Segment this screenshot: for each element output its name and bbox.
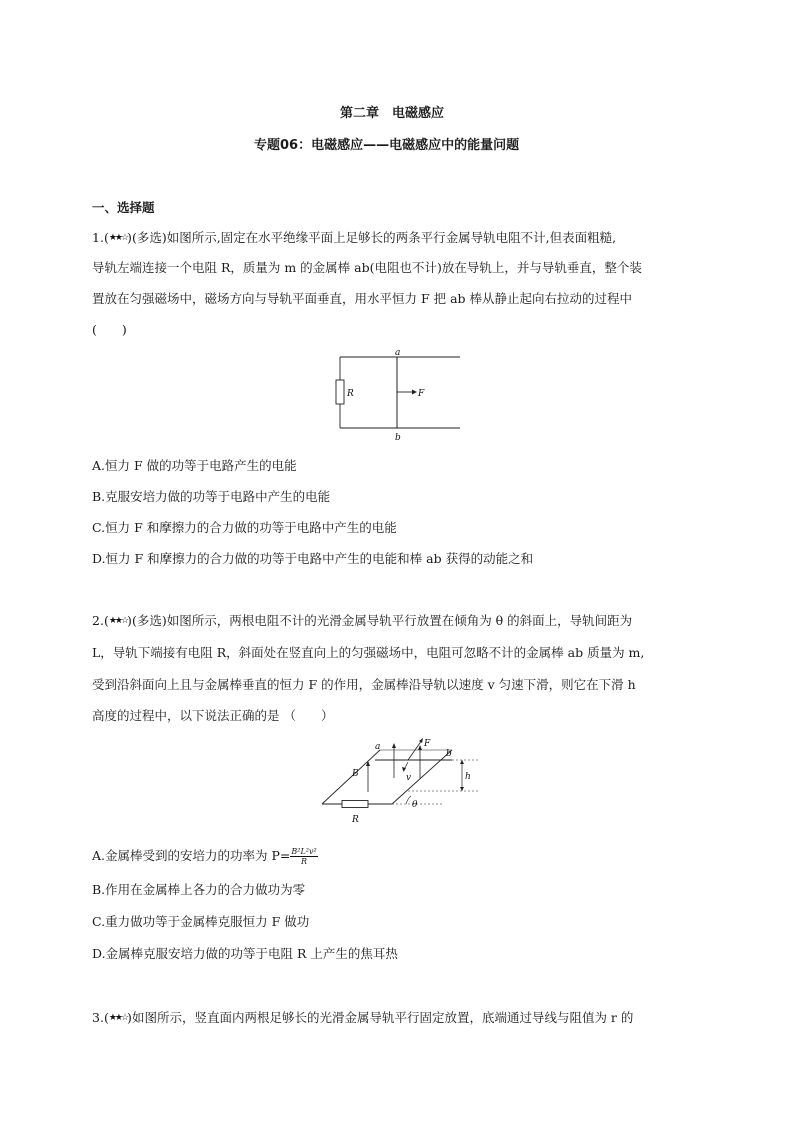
question-1-paren-close: ) <box>127 230 132 245</box>
question-2-option-a-text: A.金属棒受到的安培力的功率为 P= <box>92 848 291 863</box>
question-2-option-a <box>92 846 318 866</box>
question-1-line-3: 置放在匀强磁场中，磁场方向与导轨平面垂直，用水平恒力 F 把 ab 棒从静止起向右拉动的过程中 <box>92 291 633 306</box>
formula-numerator: B²L²v² <box>291 847 317 856</box>
rod-end-label-a: a <box>395 348 401 358</box>
question-1-number: 1. <box>92 230 104 245</box>
rod-end-label-b: b <box>395 433 401 442</box>
question-2-line-1 <box>92 611 632 629</box>
question-2-line-4: 高度的过程中，以下说法正确的是 （ ） <box>92 708 334 723</box>
force-label-F: F <box>424 739 431 749</box>
question-3-number: 3. <box>92 1010 104 1025</box>
question-3-paren-open: ( <box>103 1010 109 1025</box>
difficulty-stars-icon: ★★☆ <box>108 616 128 626</box>
question-1-line-2: 导轨左端连接一个电阻 R，质量为 m 的金属棒 ab(电阻也不计)放在导轨上，并与导轨垂直，整个装 <box>92 260 642 275</box>
question-1-circuit-diagram <box>330 346 465 442</box>
question-2-text-1: (多选)如图所示，两根电阻不计的光滑金属导轨平行放置在倾角为 θ 的斜面上，导轨间距为 <box>131 613 633 628</box>
question-2-line-2: L，导轨下端接有电阻 R，斜面处在竖直向上的匀强磁场中，电阻可忽略不计的金属棒 ab 质量为 m, <box>92 645 645 660</box>
question-1-option-a: A.恒力 F 做的功等于电路产生的电能 <box>92 458 297 473</box>
question-1-text-1: (多选)如图所示,固定在水平绝缘平面上足够长的两条平行金属导轨电阻不计,但表面粗糙, <box>131 230 617 245</box>
question-2-line-3: 受到沿斜面向上且与金属棒垂直的恒力 F 的作用，金属棒沿导轨以速度 v 匀速下滑，则它在下滑 h <box>92 677 636 692</box>
angle-label-theta: θ <box>412 800 418 810</box>
field-label-B: B <box>352 769 359 779</box>
power-formula <box>290 847 317 866</box>
question-1-option-b: B.克服安培力做的功等于电路中产生的电能 <box>92 489 331 504</box>
rod-end-label-a: a <box>375 742 381 752</box>
difficulty-stars-icon: ★★☆ <box>108 233 128 243</box>
rod-end-label-b: b <box>446 749 452 759</box>
section-title: 一、选择题 <box>92 200 155 215</box>
height-label-h: h <box>465 772 471 782</box>
resistor-label-R: R <box>352 815 359 825</box>
force-label-F: F <box>418 389 425 399</box>
question-2-number: 2. <box>92 613 104 628</box>
question-2-paren-open: ( <box>103 613 109 628</box>
question-3-line-1 <box>92 1008 633 1026</box>
velocity-label-v: v <box>406 773 412 783</box>
question-1-option-d: D.恒力 F 和摩擦力的合力做的功等于电路中产生的电能和棒 ab 获得的动能之和 <box>92 551 534 566</box>
question-1-line-1 <box>92 228 616 246</box>
topic-title: 专题06：电磁感应——电磁感应中的能量问题 <box>254 138 520 153</box>
question-2-option-c: C.重力做功等于金属棒克服恒力 F 做功 <box>92 914 310 929</box>
chapter-title: 第二章 电磁感应 <box>340 106 445 121</box>
question-2-incline-diagram <box>312 734 482 828</box>
question-3-text-1: 如图所示，竖直面内两根足够长的光滑金属导轨平行固定放置，底端通过导线与阻值为 r 的 <box>131 1010 634 1025</box>
difficulty-stars-icon: ★★☆ <box>108 1013 128 1023</box>
resistor-label-R: R <box>347 389 354 399</box>
question-1-paren-open: ( <box>103 230 109 245</box>
question-2-option-b: B.作用在金属棒上各力的合力做功为零 <box>92 882 306 897</box>
question-1-line-4: ( ) <box>92 322 127 337</box>
question-2-option-d: D.金属棒克服安培力做的功等于电阻 R 上产生的焦耳热 <box>92 946 398 961</box>
question-2-paren-close: ) <box>127 613 132 628</box>
formula-denominator: R <box>301 857 308 866</box>
question-3-paren-close: ) <box>127 1010 132 1025</box>
question-1-option-c: C.恒力 F 和摩擦力的合力做的功等于电路中产生的电能 <box>92 520 397 535</box>
